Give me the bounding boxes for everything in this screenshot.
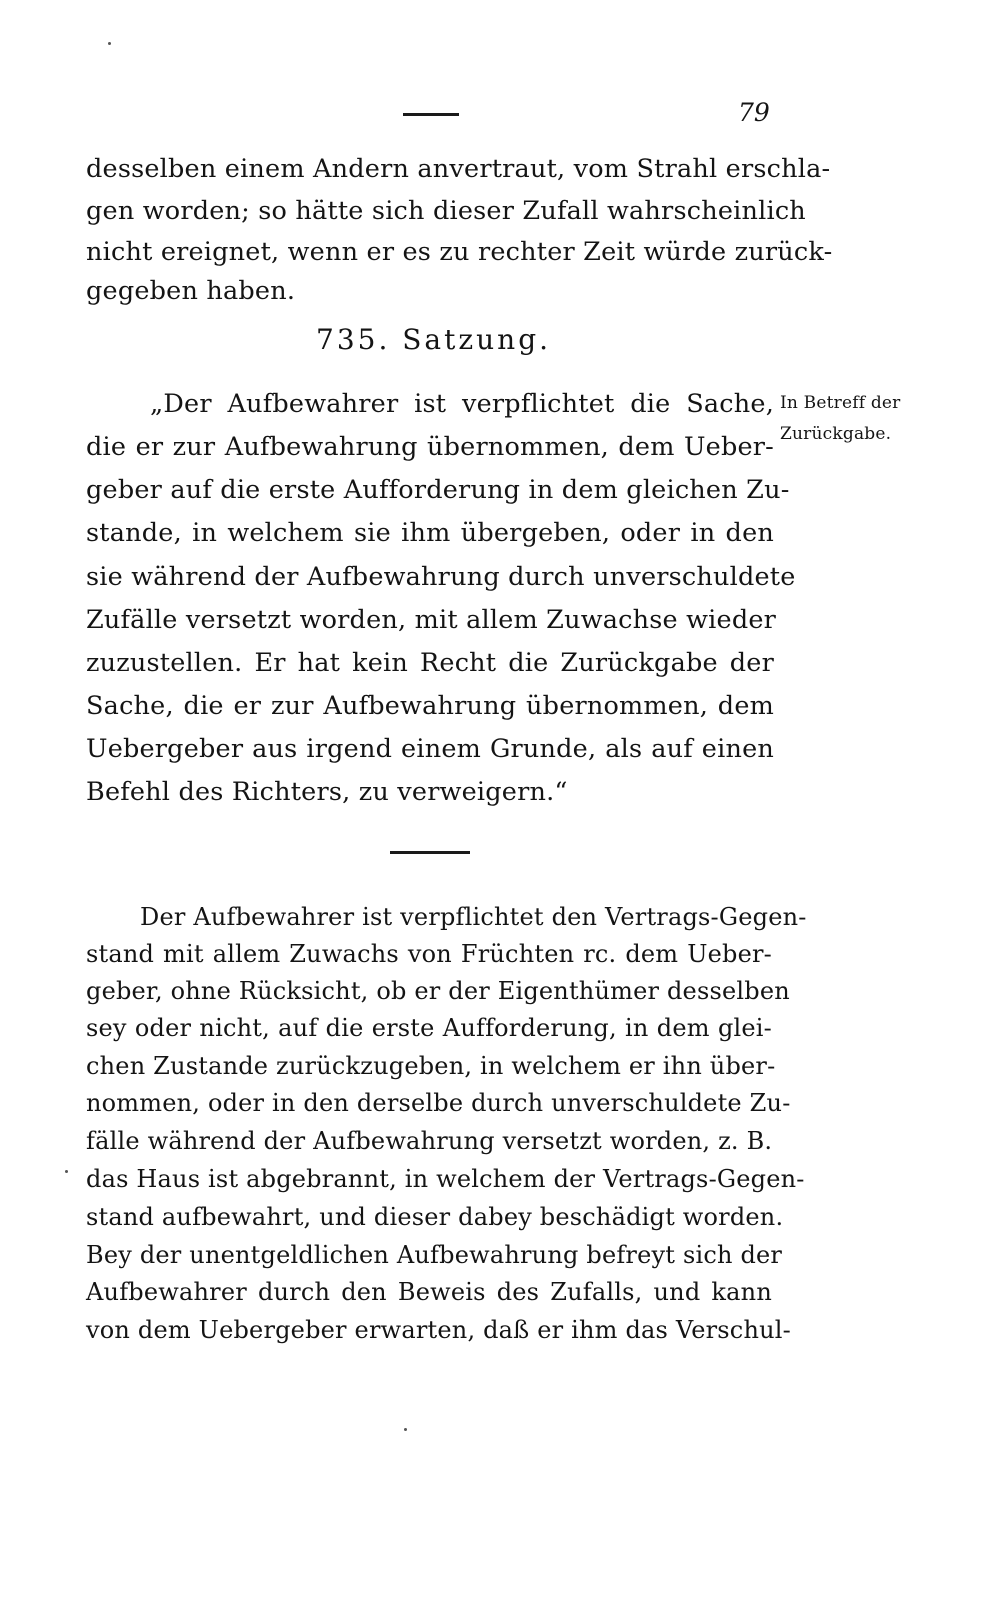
margin-note-line: Zurückgabe.: [780, 424, 892, 444]
continuation-line: desselben einem Andern anvertraut, vom Strahl erschla-: [86, 154, 831, 184]
scan-speck: [404, 1428, 407, 1431]
article-line: Zufälle versetzt worden, mit allem Zuwachse wieder: [86, 605, 777, 635]
article-line: die er zur Aufbewahrung übernommen, dem Ueber-: [86, 432, 774, 462]
section-divider-rule: [390, 851, 470, 854]
continuation-line: nicht ereignet, wenn er es zu rechter Zeit würde zurück-: [86, 237, 833, 267]
scan-speck: [108, 42, 111, 45]
continuation-line: gen worden; so hätte sich dieser Zufall wahrscheinlich: [86, 196, 806, 226]
commentary-line: stand aufbewahrt, und dieser dabey beschädigt worden.: [86, 1203, 784, 1231]
commentary-line: Aufbewahrer durch den Beweis des Zufalls, und kann: [86, 1278, 772, 1306]
commentary-line: von dem Uebergeber erwarten, daß er ihm das Verschul-: [86, 1316, 791, 1344]
commentary-line: geber, ohne Rücksicht, ob er der Eigenthümer desselben: [86, 977, 790, 1005]
header-rule: [403, 113, 459, 116]
commentary-line: sey oder nicht, auf die erste Aufforderung, in dem glei-: [86, 1014, 772, 1042]
commentary-line: stand mit allem Zuwachs von Früchten rc. dem Ueber-: [86, 940, 772, 968]
commentary-line: das Haus ist abgebrannt, in welchem der Vertrags-Gegen-: [86, 1165, 805, 1193]
page-number: 79: [738, 98, 770, 127]
continuation-line: gegeben haben.: [86, 276, 296, 306]
article-line: „Der Aufbewahrer ist verpflichtet die Sache,: [150, 389, 774, 419]
article-line: geber auf die erste Aufforderung in dem gleichen Zu-: [86, 475, 790, 505]
commentary-line: Der Aufbewahrer ist verpflichtet den Vertrags-Gegen-: [140, 903, 807, 931]
commentary-line: nommen, oder in den derselbe durch unverschuldete Zu-: [86, 1089, 791, 1117]
article-line: zuzustellen. Er hat kein Recht die Zurückgabe der: [86, 648, 774, 678]
scan-speck: [65, 1170, 68, 1173]
article-line: stande, in welchem sie ihm übergeben, oder in den: [86, 518, 774, 548]
article-line: Befehl des Richters, zu verweigern.“: [86, 777, 568, 807]
article-line: Sache, die er zur Aufbewahrung übernommen, dem: [86, 691, 774, 721]
commentary-line: chen Zustande zurückzugeben, in welchem er ihn über-: [86, 1052, 776, 1080]
article-line: sie während der Aufbewahrung durch unverschuldete: [86, 562, 796, 592]
commentary-line: Bey der unentgeldlichen Aufbewahrung befreyt sich der: [86, 1241, 783, 1269]
margin-note-line: In Betreff der: [780, 393, 901, 413]
commentary-line: fälle während der Aufbewahrung versetzt worden, z. B.: [86, 1127, 773, 1155]
article-line: Uebergeber aus irgend einem Grunde, als auf einen: [86, 734, 774, 764]
section-heading: 735. Satzung.: [316, 323, 552, 356]
